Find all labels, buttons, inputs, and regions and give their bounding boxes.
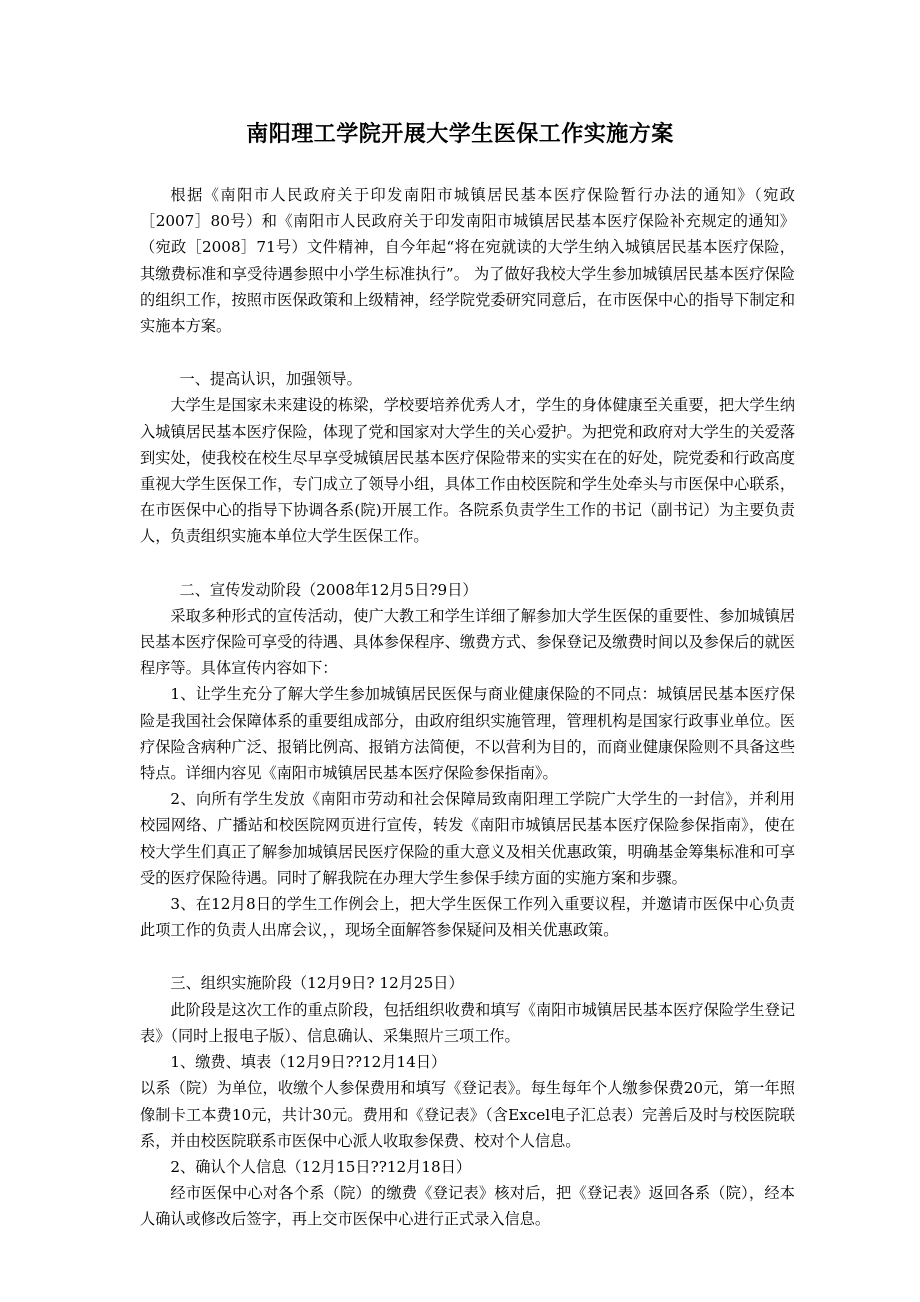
section-2-item-2: 2、向所有学生发放《南阳市劳动和社会保障局致南阳理工学院广大学生的一封信》，并利用校园网络、广播站和校医院网页进行宣传，转发《南阳市城镇居民基本医疗保险参保指南》，使在校大学生们真正了解参加城镇居民医疗保险的重大意义及相关优惠政策，明确基金筹集标准和可享受的医疗保险待遇。同时了解我院在办理大学生参保手续方面的实施方案和步骤。: [140, 790, 795, 887]
section-heading-1: 一、提高认识，加强领导。: [179, 370, 362, 389]
section-1-paragraph: 大学生是国家未来建设的栋梁，学校要培养优秀人才，学生的身体健康至关重要，把大学生纳入城镇居民基本医疗保险，体现了党和国家对大学生的关心爱护。为把党和政府对大学生的关爱落到实处，使我校在校生尽早享受城镇居民基本医疗保险带来的实实在在的好处，院党委和行政高度重视大学生医保工作，专门成立了领导小组，具体工作由校医院和学生处牵头与市医保中心联系，在市医保中心的指导下协调各系(院)开展工作。各院系负责学生工作的书记（副书记）为主要负责人，负责组织实施本单位大学生医保工作。: [140, 396, 795, 546]
section-3-item-1-heading: 1、缴费、填表（12月9日??12月14日）: [170, 1053, 447, 1072]
section-2-item-1: 1、让学生充分了解大学生参加城镇居民医保与商业健康保险的不同点：城镇居民基本医疗保险是我国社会保障体系的重要组成部分，由政府组织实施管理，管理机构是国家行政事业单位。医疗保险含病种广泛、报销比例高、报销方法简便，不以营利为目的，而商业健康保险则不具备这些特点。详细内容见《南阳市城镇居民基本医疗保险参保指南》。: [140, 685, 795, 783]
section-3-paragraph: 此阶段是这次工作的重点阶段，包括组织收费和填写《南阳市城镇居民基本医疗保险学生登记表》（同时上报电子版）、信息确认、采集照片三项工作。: [140, 1000, 795, 1045]
intro-paragraph: 根据《南阳市人民政府关于印发南阳市城镇居民基本医疗保险暂行办法的通知》（宛政［2007］80号）和《南阳市人民政府关于印发南阳市城镇居民基本医疗保险补充规定的通知》（宛政［2008］71号）文件精神，自今年起“将在宛就读的大学生纳入城镇居民基本医疗保险，其缴费标准和享受待遇参照中小学生标准执行”。 为了做好我校大学生参加城镇居民基本医疗保险的组织工作，按照市医保政策和上级精神，经学院党委研究同意后，在市医保中心的指导下制定和实施本方案。: [140, 186, 795, 336]
section-3-item-1-body: 以系（院）为单位，收缴个人参保费用和填写《登记表》。每生每年个人缴参保费20元，第一年照像制卡工本费10元，共计30元。费用和《登记表》（含Excel电子汇总表）完善后及时与校医院联系，并由校医院联系市医保中心派人收取参保费、校对个人信息。: [140, 1079, 795, 1150]
section-gap: [140, 339, 795, 366]
section-2-paragraph: 采取多种形式的宣传活动，使广大教工和学生详细了解参加大学生医保的重要性、参加城镇居民基本医疗保险可享受的待遇、具体参保程序、缴费方式、参保登记及缴费时间以及参保后的就医程序等。具体宣传内容如下：: [140, 606, 795, 678]
section-gap: [140, 550, 795, 577]
section-3-item-2-heading: 2、确认个人信息（12月15日??12月18日）: [170, 1157, 472, 1176]
document-body: [140, 182, 795, 1233]
section-heading-2: 二、宣传发动阶段（2008年12月5日?9日）: [179, 580, 478, 599]
section-3-item-2-body: 经市医保中心对各个系（院）的缴费《登记表》核对后，把《登记表》返回各系（院），经本人确认或修改后签字，再上交市医保中心进行正式录入信息。: [140, 1184, 795, 1229]
section-gap: [140, 943, 795, 970]
document-title: 南阳理工学院开展大学生医保工作实施方案: [246, 122, 674, 147]
section-2-item-3: 3、在12月8日的学生工作例会上，把大学生医保工作列入重要议程，并邀请市医保中心负责此项工作的负责人出席会议，，现场全面解答参保疑问及相关优惠政策。: [140, 895, 795, 940]
section-heading-3: 三、组织实施阶段（12月9日? 12月25日）: [170, 974, 464, 993]
